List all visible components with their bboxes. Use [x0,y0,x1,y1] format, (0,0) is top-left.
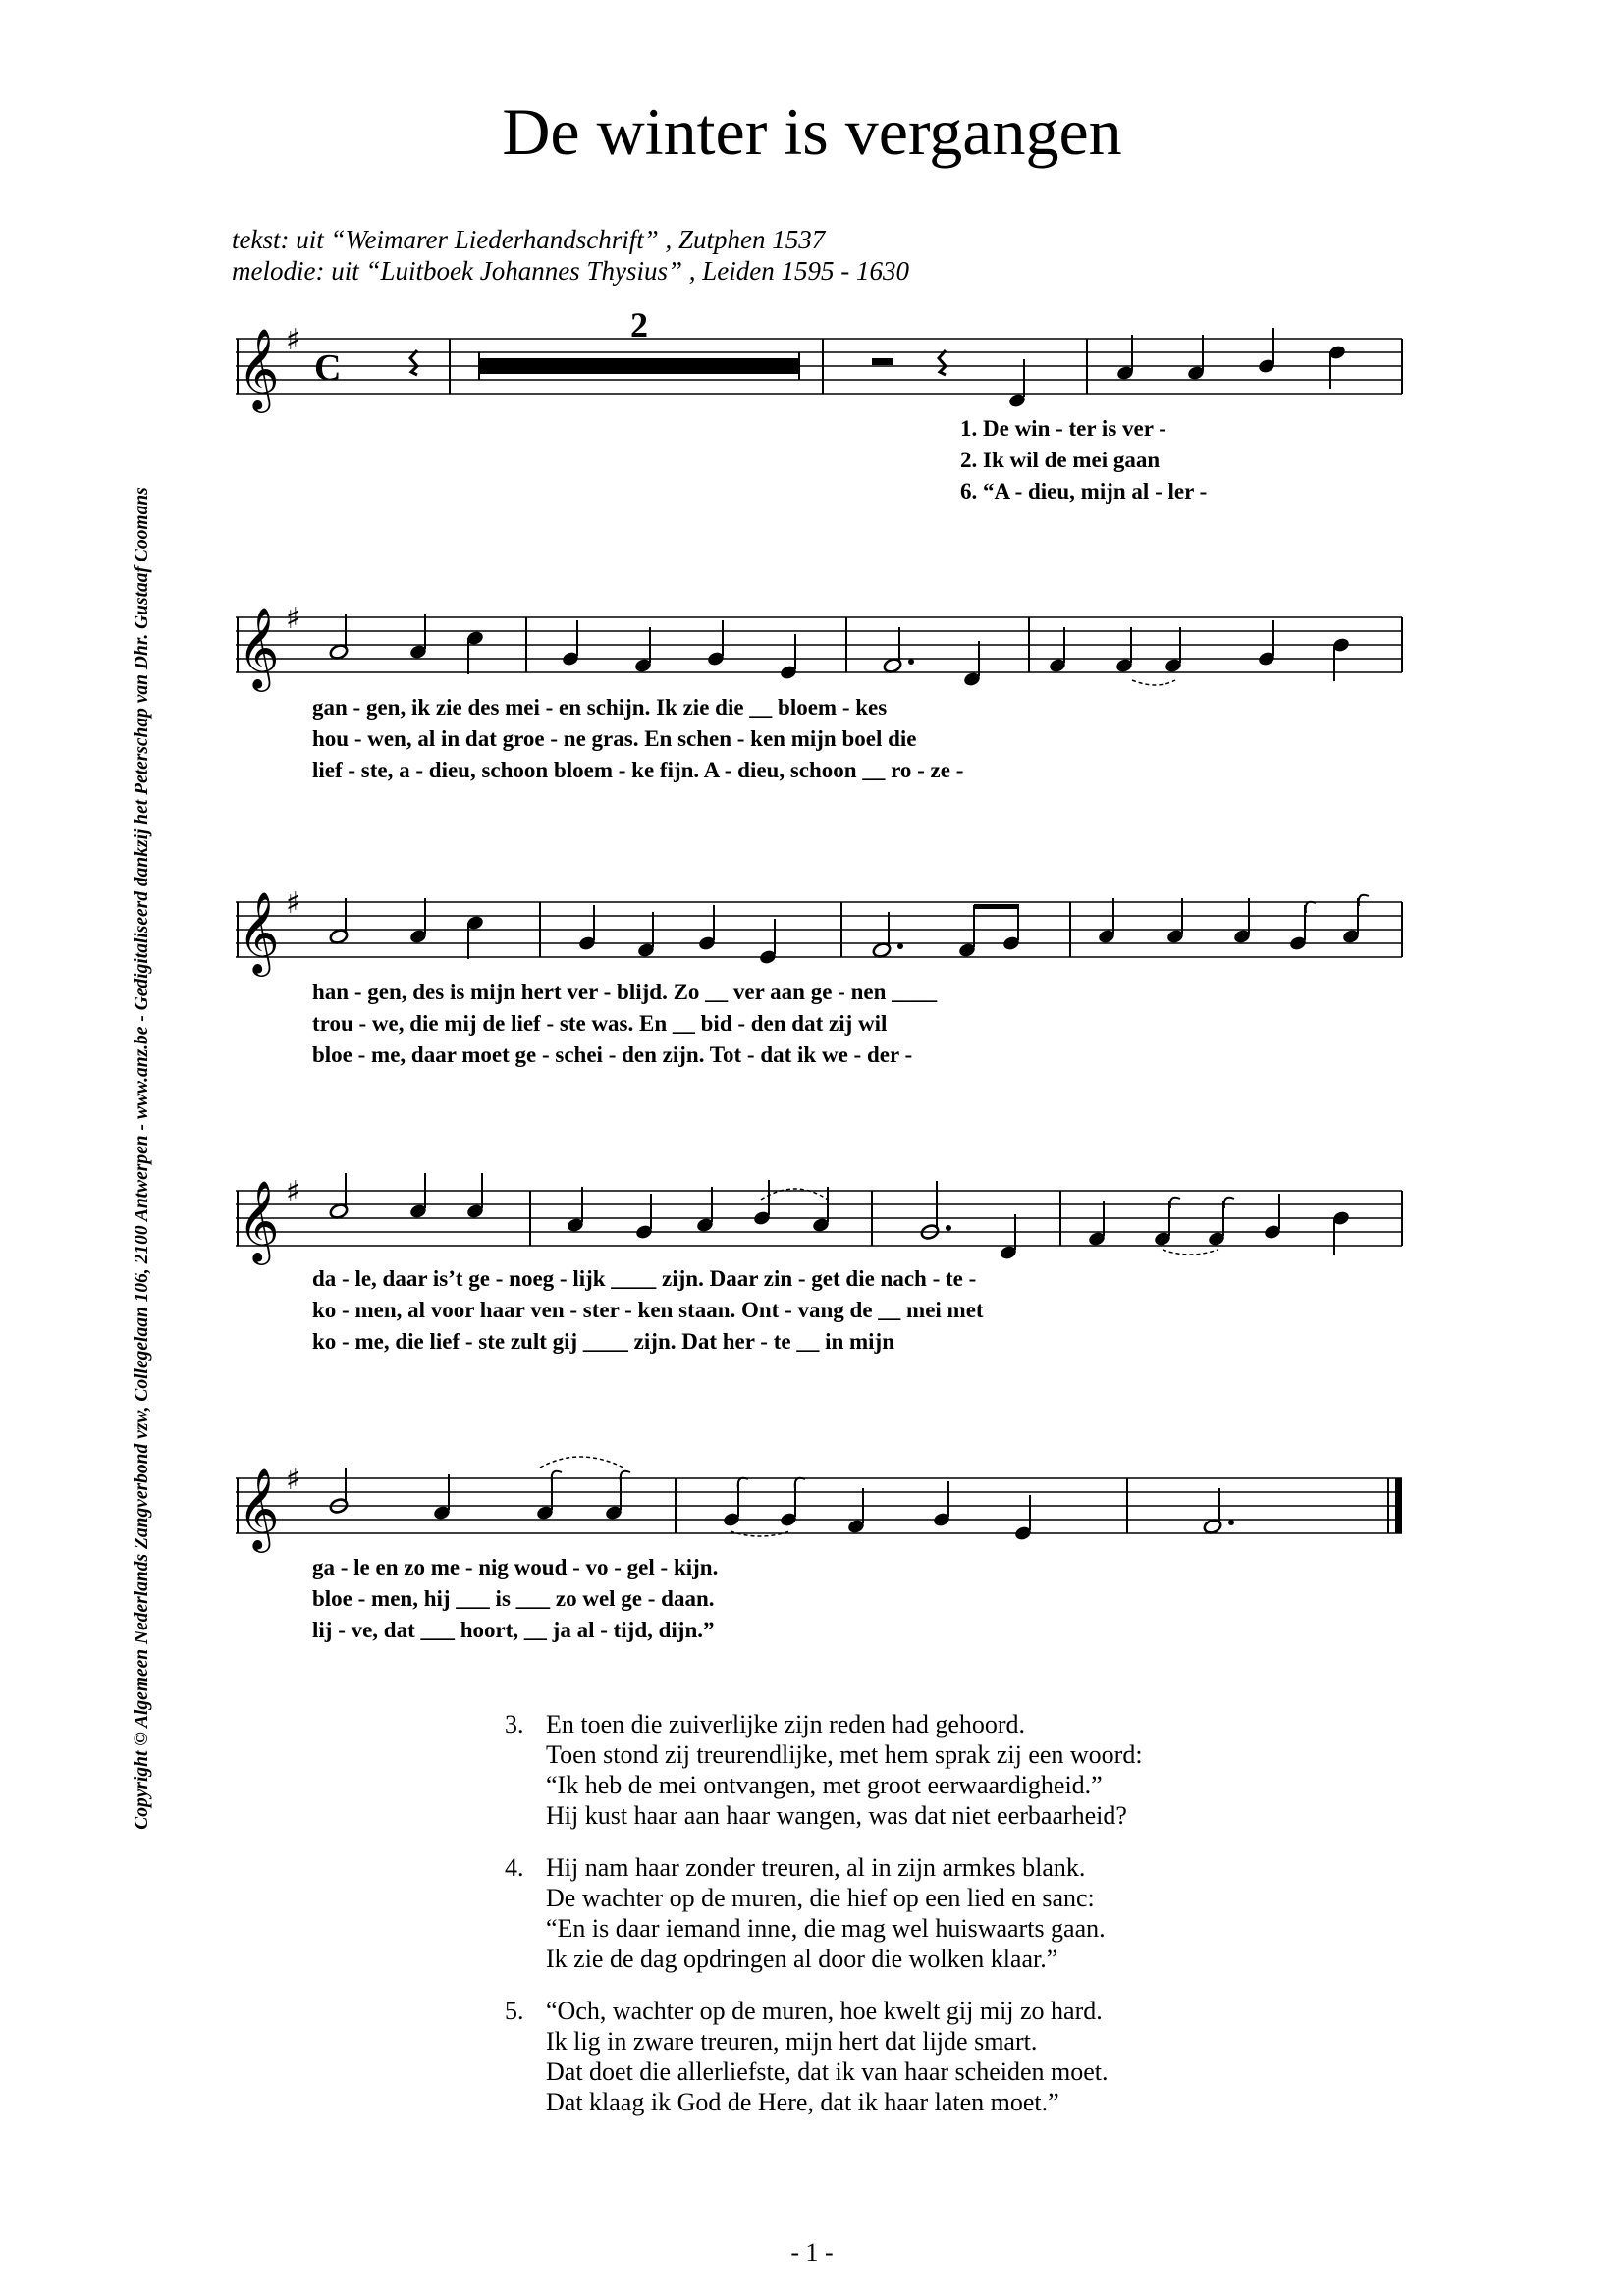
lyric-line-s4-v1: da - le, daar is’t ge - noeg - lijk ____ zijn. Daar zin - get die nach - te - [312,1266,977,1291]
lyric-line-s5-v1: ga - le en zo me - nig woud - vo - gel - kijn. [312,1555,719,1579]
svg-text:♯: ♯ [286,1463,300,1497]
multirest-count: 2 [630,305,648,345]
verse-line: Toen stond zij treurendlijke, met hem sprak zij een woord: [546,1740,1143,1769]
svg-text:♯: ♯ [286,886,300,921]
verse-line: Hij nam haar zonder treuren, al in zijn armkes blank. [546,1853,1086,1882]
lyric-line-s1-v2: 2. Ik wil de mei gaan [960,448,1161,472]
lyric-line-s1-v1: 1. De win - ter is ver - [960,416,1166,441]
text-credit: tekst: uit “Weimarer Liederhandschrift” , Zutphen 1537 [232,225,826,254]
extra-verses [505,1709,1143,2139]
copyright-notice: Copyright © Algemeen Nederlands Zangverbond vzw, Collegelaan 106, 2100 Antwerpen - www.anz.be - Gedigitaliseerd dankzij het Peterschap van Dhr. Gustaaf Coomans [132,487,152,1830]
svg-text:𝄞: 𝄞 [238,606,280,688]
page-number: - 1 - [790,2238,834,2267]
lyric-line-s4-v2: ko - men, al voor haar ven - ster - ken staan. Ont - vang de __ mei met [312,1298,984,1322]
verse-4 [505,1852,1143,1974]
verse-5 [505,1996,1143,2117]
verse-number: 4. [505,1853,524,1882]
verse-line: Ik zie de dag opdringen al door die wolken klaar.” [546,1945,1058,1973]
verse-line: En toen die zuiverlijke zijn reden had gehoord. [546,1710,1026,1738]
lyric-line-s3-v2: trou - we, die mij de lief - ste was. En __ bid - den dat zij wil [312,1011,888,1036]
verse-line: De wachter op de muren, die hief op een lied en sanc: [546,1884,1095,1912]
melody-credit: melodie: uit “Luitboek Johannes Thysius” , Leiden 1595 - 1630 [232,256,909,286]
svg-text:♯: ♯ [286,602,300,636]
svg-text:𝄞: 𝄞 [238,1467,280,1549]
verse-3 [505,1709,1143,1831]
verse-number: 3. [505,1710,524,1738]
svg-text:𝄞: 𝄞 [238,890,280,973]
lyric-line-s5-v2: bloe - men, hij ___ is ___ zo wel ge - daan. [312,1586,715,1611]
verse-line: Dat doet die allerliefste, dat ik van haar scheiden moet. [546,2057,1109,2086]
notes [329,328,1369,1542]
verse-line: “En is daar iemand inne, die mag wel huiswaarts gaan. [546,1914,1106,1943]
multi-measure-rest [479,358,799,374]
verse-line: Ik lig in zware treuren, mijn hert dat lijde smart. [546,2027,1038,2056]
svg-text:𝄞: 𝄞 [238,1179,280,1261]
lyric-line-s1-v3: 6. “A - dieu, mijn al - ler - [960,479,1208,504]
lyric-line-s5-v3: lij - ve, dat ___ hoort, __ ja al - tijd, dijn.” [312,1618,715,1642]
song-title: De winter is vergangen [502,94,1122,169]
lyric-line-s3-v3: bloe - me, daar moet ge - schei - den zijn. Tot - dat ik we - der - [312,1042,913,1067]
verse-line: “Ik heb de mei ontvangen, met groot eerwaardigheid.” [546,1771,1103,1799]
svg-text:♯: ♯ [286,1175,300,1209]
verse-line: Hij kust haar aan haar wangen, was dat niet eerbaarheid? [546,1801,1127,1830]
verse-number: 5. [505,1997,524,2025]
svg-text:♯: ♯ [286,323,300,357]
sheet-music [236,0,1414,1669]
lyric-line-s3-v1: han - gen, des is mijn hert ver - blijd. Zo __ ver aan ge - nen ____ [312,980,938,1004]
lyric-line-s2-v2: hou - wen, al in dat groe - ne gras. En schen - ken mijn boel die [312,726,917,751]
lyric-line-s2-v1: gan - gen, ik zie des mei - en schijn. Ik zie die __ bloem - kes [312,695,888,720]
time-signature: C [314,347,342,389]
verse-line: “Och, wachter op de muren, hoe kwelt gij mij zo hard. [546,1997,1103,2025]
lyric-line-s4-v3: ko - me, die lief - ste zult gij ____ zijn. Dat her - te __ in mijn [312,1329,895,1354]
lyric-line-s2-v3: lief - ste, a - dieu, schoon bloem - ke fijn. A - dieu, schoon __ ro - ze - [312,758,964,782]
verse-line: Dat klaag ik God de Here, dat ik haar laten moet.” [546,2088,1059,2116]
svg-text:𝄞: 𝄞 [238,327,280,409]
